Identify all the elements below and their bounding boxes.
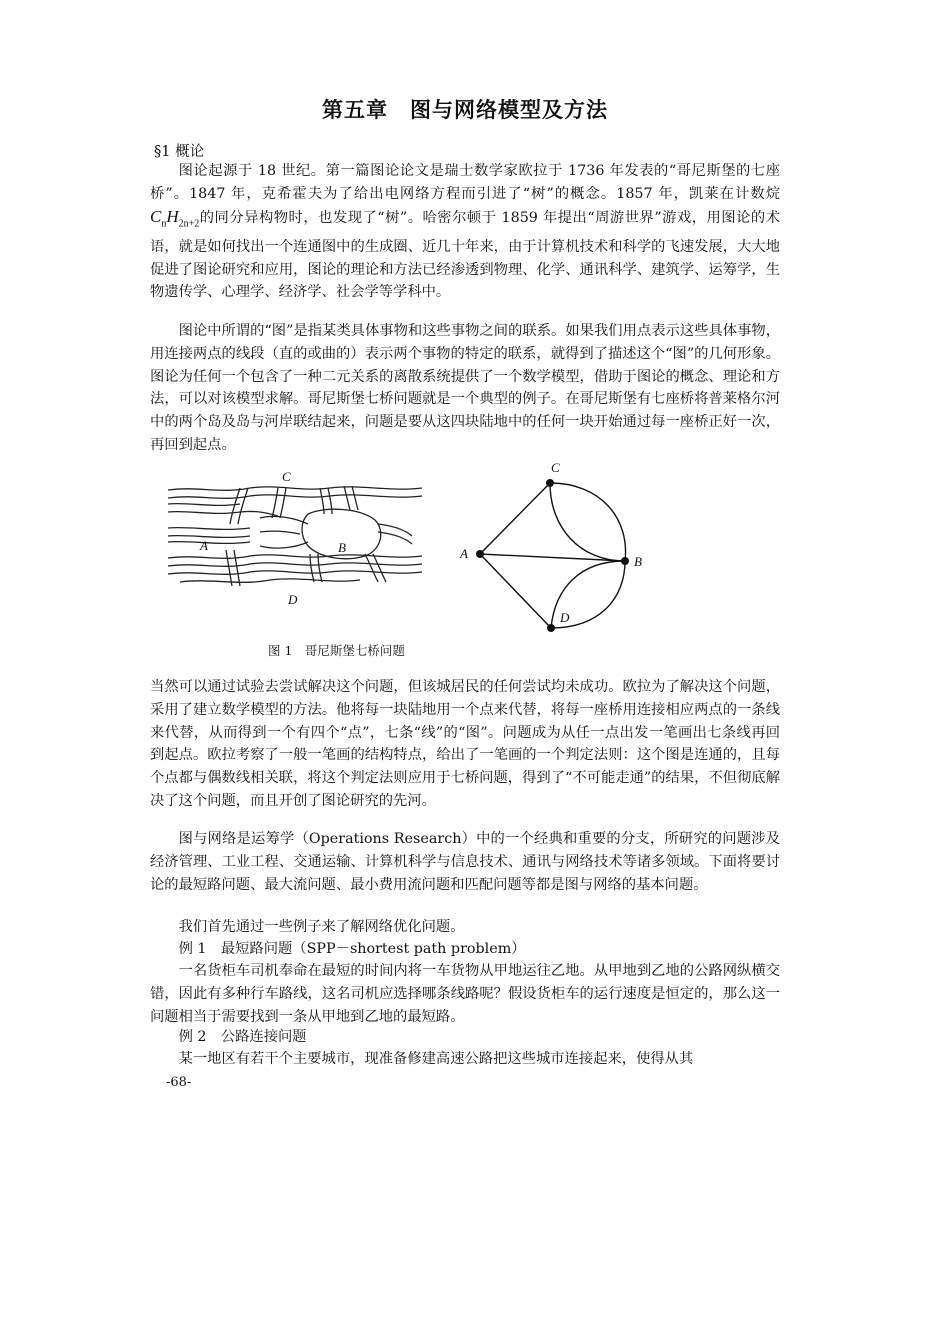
example-1-title: 例 1 最短路问题（SPP－shortest path problem） (178, 941, 526, 957)
map-label-d: D (288, 592, 298, 607)
node-d (547, 624, 555, 632)
edge-c-b-1 (550, 483, 626, 561)
map-label-c: C (282, 469, 291, 484)
node-b (621, 557, 629, 565)
node-c (546, 479, 554, 487)
edge-c-b-2 (550, 483, 625, 561)
chapter-title: 第五章 图与网络模型及方法 (322, 97, 608, 122)
graph-definition-paragraph: 图论中所谓的“图”是指某类具体事物和这些事物之间的联系。如果我们用点表示这些具体事物，用连接两点的线段（直的或曲的）表示两个事物的特定的联系，就得到了描述这个“图”的几何形象。图论为任何一个包含了一种二元关系的离散系统提供了一个数学模型，借助于图论的概念、理论和方法，可以对该模型求解。哥尼斯堡七桥问题就是一个典型的例子。在哥尼斯堡有七座桥将普莱格尔河中的两个岛及岛与河岸联结起来，问题是要从这四块陆地中的任何一块开始通过每一座桥正好一次，再回到起点。 (150, 323, 780, 453)
section-heading: §1 概论 (154, 144, 205, 160)
euler-paragraph: 当然可以通过试验去尝试解决这个问题，但该城居民的任何尝试均未成功。欧拉为了解决这个问题，采用了建立数学模型的方法。他将每一块陆地用一个点来代替，将每一座桥用连接相应两点的一条线来代替，从而得到一个有四个“点”，七条“线”的“图”。问题成为从任一点出发一笔画出七条线再回到起点。欧拉考察了一般一笔画的结构特点，给出了一笔画的一个判定法则：这个图是连通的，且每个点都与偶数线相关联，将这个判定法则应用于七桥问题，得到了“不可能走通”的结果，不但彻底解决了这个问题，而且开创了图论研究的先河。 (150, 679, 780, 809)
edge-a-b (480, 554, 625, 561)
konigsberg-map-sketch (168, 486, 422, 586)
example-2-body: 某一地区有若干个主要城市，现准备修建高速公路把这些城市连接起来，使得从其 (178, 1051, 694, 1067)
edge-a-c (480, 483, 550, 554)
graph-label-b: B (634, 554, 642, 569)
operations-research-paragraph: 图与网络是运筹学（Operations Research）中的一个经典和重要的分支，所研究的问题涉及经济管理、工业工程、交通运输、计算机科学与信息技术、通讯与网络技术等诸多领域。下面将要讨论的最短路问题、最大流问题、最小费用流问题和匹配问题等都是图与网络的基本问题。 (150, 831, 780, 893)
map-label-a: A (200, 538, 208, 553)
intro-text-before: 图论起源于 18 世纪。第一篇图论论文是瑞士数学家欧拉于 1736 年发表的“哥尼斯堡的七座桥”。1847 年，克希霍夫为了给出电网络方程而引进了“树”的概念。1857 年，凯莱在计数烷 (150, 163, 780, 202)
graph-label-a: A (460, 546, 468, 561)
node-a (476, 550, 484, 558)
examples-intro: 我们首先通过一些例子来了解网络优化问题。 (178, 919, 465, 935)
intro-text-after: 的同分异构物时，也发现了“树”。哈密尔顿于 1859 年提出“周游世界”游戏，用图论的术语，就是如何找出一个连通图中的生成圈、近几十年来，由于计算机技术和科学的飞速发展，大大地促进了图论研究和应用，图论的理论和方法已经渗透到物理、化学、通讯科学、建筑学、运筹学，生物遗传学、心理学、经济学、社会学等学科中。 (150, 209, 780, 301)
intro-paragraph (150, 160, 780, 304)
figure-svg (160, 458, 780, 638)
figure-konigsberg (160, 458, 780, 658)
map-label-b: B (338, 540, 346, 555)
alkane-formula: $C_nH_{2n+2}$ (150, 206, 200, 229)
figure-caption: 图 1 哥尼斯堡七桥问题 (268, 643, 405, 658)
edge-a-d (480, 554, 551, 628)
page-number: -68- (166, 1075, 192, 1090)
graph-label-c: C (551, 460, 560, 475)
example-2-title: 例 2 公路连接问题 (178, 1029, 307, 1045)
seven-bridges-graph (480, 483, 626, 628)
example-1-body: 一名货柜车司机奉命在最短的时间内将一车货物从甲地运往乙地。从甲地到乙地的公路网纵横交错，因此有多种行车路线，这名司机应选择哪条线路呢？假设货柜车的运行速度是恒定的，那么这一问题相当于需要找到一条从甲地到乙地的最短路。 (150, 963, 780, 1025)
graph-label-d: D (560, 610, 570, 625)
